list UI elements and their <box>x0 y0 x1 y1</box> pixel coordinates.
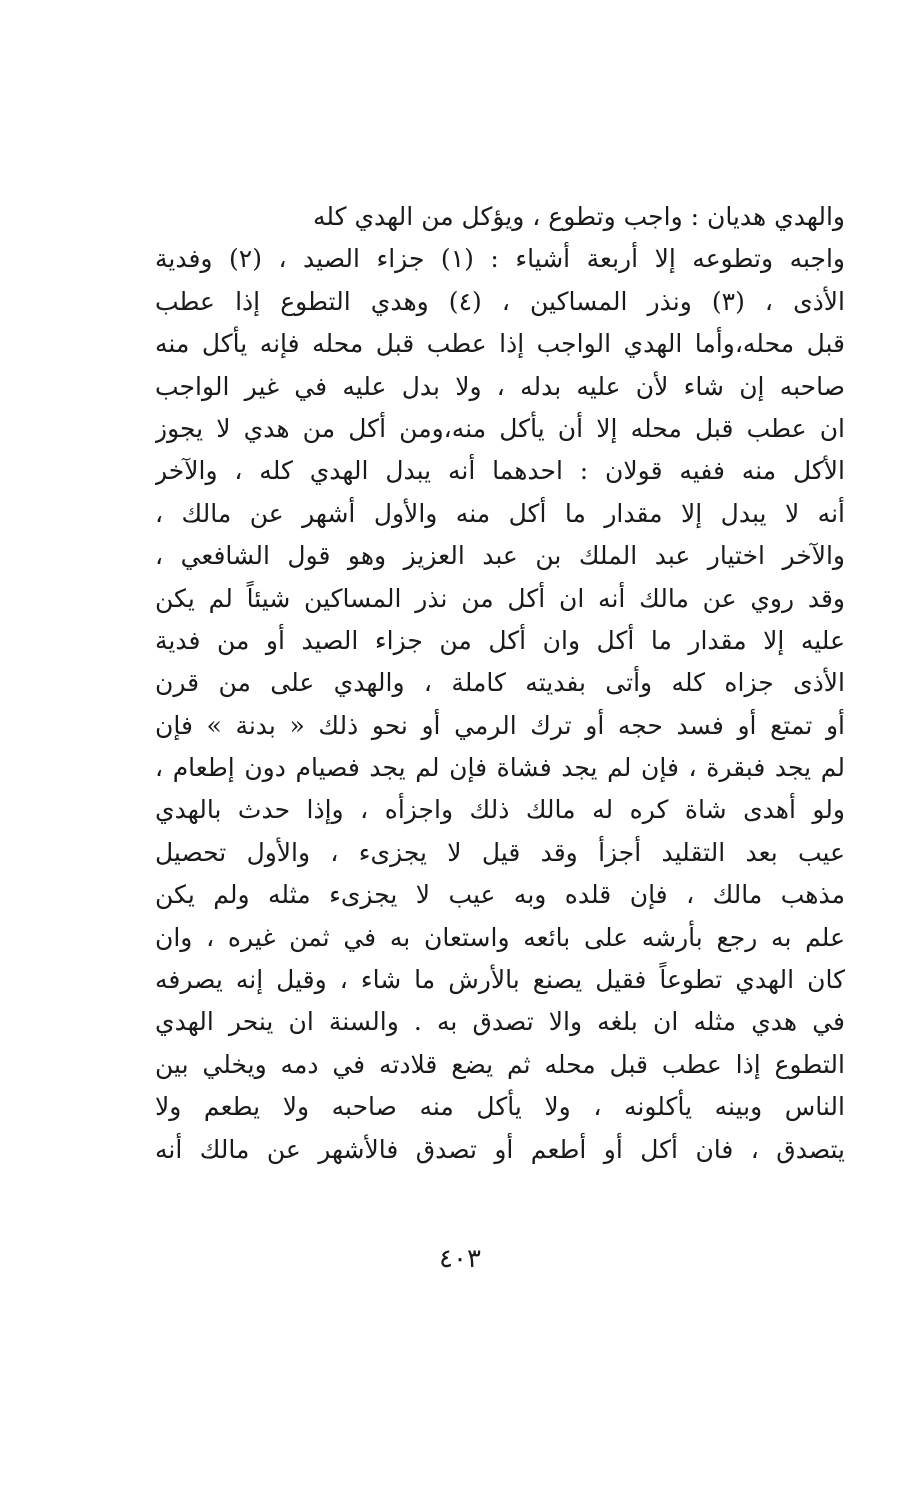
text-line: وقد روي عن مالك أنه ان أكل من نذر المساكين شيئاً لم يكن <box>155 583 845 613</box>
page-number: ٤٠٣ <box>439 1244 481 1274</box>
text-line: التطوع إذا عطب قبل محله ثم يضع قلادته في دمه ويخلي بين <box>155 1049 845 1079</box>
text-line: واجبه وتطوعه إلا أربعة أشياء : (١) جزاء الصيد ، (٢) وفدية <box>155 244 845 274</box>
text-line: لم يجد فبقرة ، فإن لم يجد فشاة فإن لم يجد فصيام دون إطعام ، <box>155 753 845 783</box>
text-line: يتصدق ، فان أكل أو أطعم أو تصدق فالأشهر عن مالك أنه <box>155 1134 845 1164</box>
text-line: في هدي مثله ان بلغه والا تصدق به . والسنة ان ينحر الهدي <box>155 1007 845 1037</box>
body-text <box>155 196 845 1171</box>
text-line: علم به رجع بأرشه على بائعه واستعان به في ثمن غيره ، وان <box>155 922 845 952</box>
text-line: ولو أهدى شاة كره له مالك ذلك واجزأه ، وإذا حدث بالهدي <box>155 795 845 825</box>
text-line: عيب بعد التقليد أجزأ وقد قيل لا يجزىء ، والأول تحصيل <box>155 837 845 867</box>
text-line: الأذى ، (٣) ونذر المساكين ، (٤) وهدي التطوع إذا عطب <box>155 286 845 316</box>
text-line: أنه لا يبدل إلا مقدار ما أكل منه والأول أشهر عن مالك ، <box>155 498 845 528</box>
text-line: الأكل منه ففيه قولان : احدهما أنه يبدل الهدي كله ، والآخر <box>155 456 845 486</box>
text-line: والهدي هديان : واجب وتطوع ، ويؤكل من الهدي كله <box>312 202 845 231</box>
text-line: والآخر اختيار عبد الملك بن عبد العزيز وهو قول الشافعي ، <box>155 541 845 571</box>
text-line: ان عطب قبل محله إلا أن يأكل منه،ومن أكل من هدي لا يجوز <box>155 413 845 443</box>
text-line: أو تمتع أو فسد حجه أو ترك الرمي أو نحو ذلك « بدنة » فإن <box>155 710 845 740</box>
text-line: الناس وبينه يأكلونه ، ولا يأكل منه صاحبه ولا يطعم ولا <box>155 1092 845 1122</box>
text-line: كان الهدي تطوعاً فقيل يصنع بالأرش ما شاء ، وقيل إنه يصرفه <box>155 965 845 995</box>
text-line: قبل محله،وأما الهدي الواجب إذا عطب قبل محله فإنه يأكل منه <box>155 329 845 359</box>
text-line: صاحبه إن شاء لأن عليه بدله ، ولا بدل عليه في غير الواجب <box>155 371 845 401</box>
text-line: عليه إلا مقدار ما أكل وان أكل من جزاء الصيد أو من فدية <box>155 625 845 655</box>
text-line: الأذى جزاه كله وأتى بفديته كاملة ، والهدي على من قرن <box>155 668 845 698</box>
text-line: مذهب مالك ، فإن قلده وبه عيب لا يجزىء مثله ولم يكن <box>155 880 845 910</box>
